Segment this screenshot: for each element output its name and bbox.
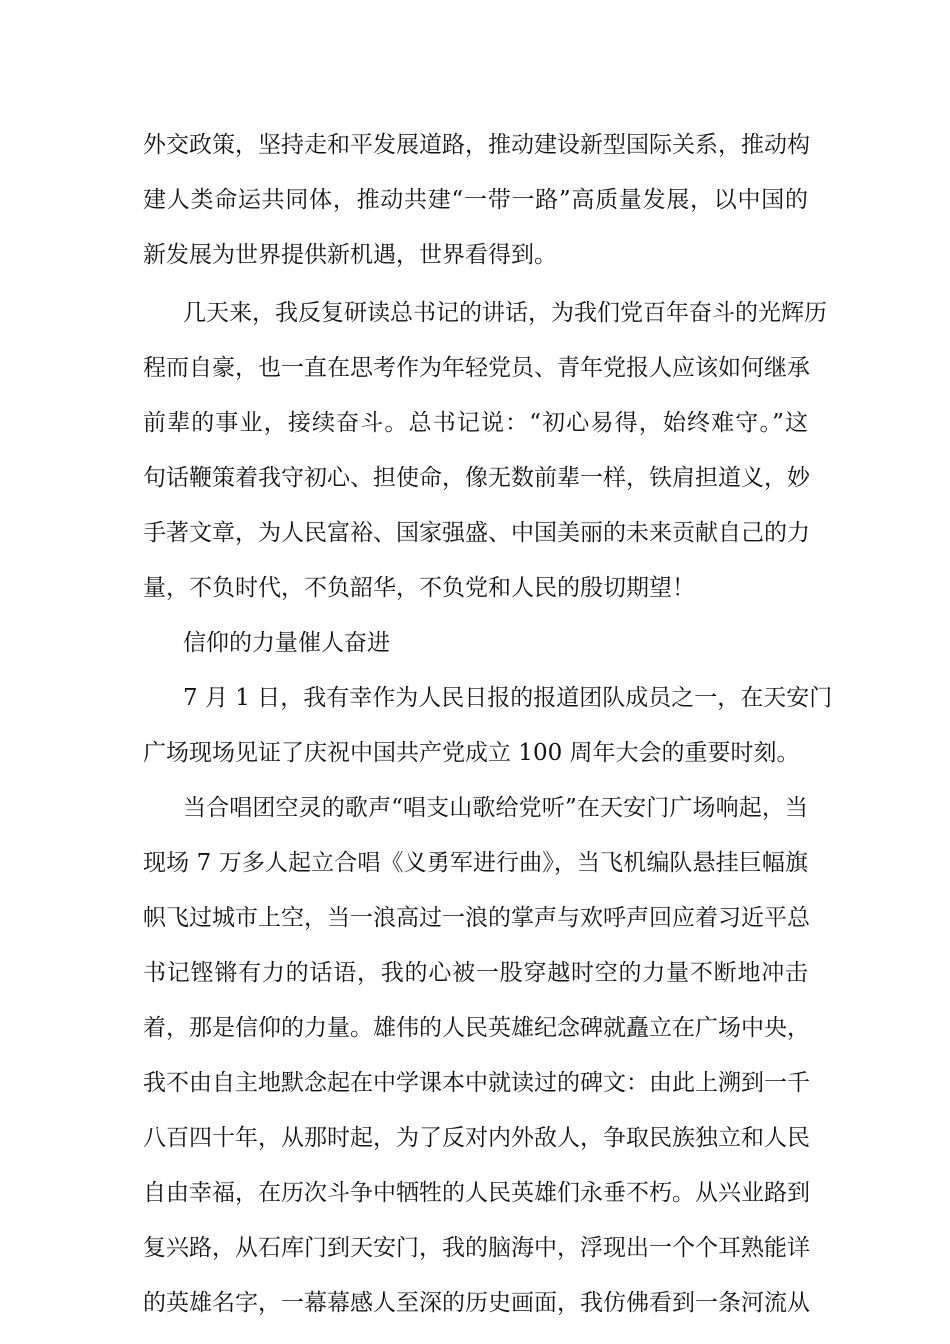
text-line: 前辈的事业，接续奋斗。总书记说：“初心易得，始终难守。”这 bbox=[143, 410, 808, 436]
text-line: 手著文章，为人民富裕、国家强盛、中国美丽的未来贡献自己的力 bbox=[143, 520, 810, 546]
text-line: 建人类命运共同体，推动共建“一带一路”高质量发展，以中国的 bbox=[143, 187, 808, 213]
text-line: 量，不负时代，不负韶华，不负党和人民的殷切期望！ bbox=[143, 575, 695, 601]
text-line: 着，那是信仰的力量。雄伟的人民英雄纪念碑就矗立在广场中央， bbox=[143, 1015, 810, 1041]
text-line: 书记铿锵有力的话语，我的心被一股穿越时空的力量不断地冲击 bbox=[143, 960, 808, 986]
text-line: 外交政策，坚持走和平发展道路，推动建设新型国际关系，推动构 bbox=[143, 132, 810, 158]
text-line: 广场现场见证了庆祝中国共产党成立 100 周年大会的重要时刻。 bbox=[143, 740, 800, 766]
text-line: 7 月 1 日，我有幸作为人民日报的报道团队成员之一，在天安门 bbox=[183, 685, 833, 711]
text-line: 几天来，我反复研读总书记的讲话，为我们党百年奋斗的光辉历 bbox=[183, 300, 827, 326]
text-line: 自由幸福，在历次斗争中牺牲的人民英雄们永垂不朽。从兴业路到 bbox=[143, 1180, 810, 1206]
text-line: 我不由自主地默念起在中学课本中就读过的碑文：由此上溯到一千 bbox=[143, 1070, 810, 1096]
text-line: 的英雄名字，一幕幕感人至深的历史画面，我仿佛看到一条河流从 bbox=[143, 1290, 810, 1316]
text-line: 当合唱团空灵的歌声“唱支山歌给党听”在天安门广场响起，当 bbox=[183, 795, 808, 821]
text-line: 新发展为世界提供新机遇，世界看得到。 bbox=[143, 242, 557, 268]
section-heading: 信仰的力量催人奋进 bbox=[183, 630, 390, 656]
text-line: 现场 7 万多人起立合唱《义勇军进行曲》，当飞机编队悬挂巨幅旗 bbox=[143, 850, 808, 876]
text-line: 复兴路，从石库门到天安门，我的脑海中，浮现出一个个耳熟能详 bbox=[143, 1235, 810, 1261]
text-line: 句话鞭策着我守初心、担使命，像无数前辈一样，铁肩担道义，妙 bbox=[143, 465, 810, 491]
text-line: 帜飞过城市上空，当一浪高过一浪的掌声与欢呼声回应着习近平总 bbox=[143, 905, 810, 931]
text-line: 八百四十年，从那时起，为了反对内外敌人，争取民族独立和人民 bbox=[143, 1125, 810, 1151]
text-line: 程而自豪，也一直在思考作为年轻党员、青年党报人应该如何继承 bbox=[143, 355, 810, 381]
